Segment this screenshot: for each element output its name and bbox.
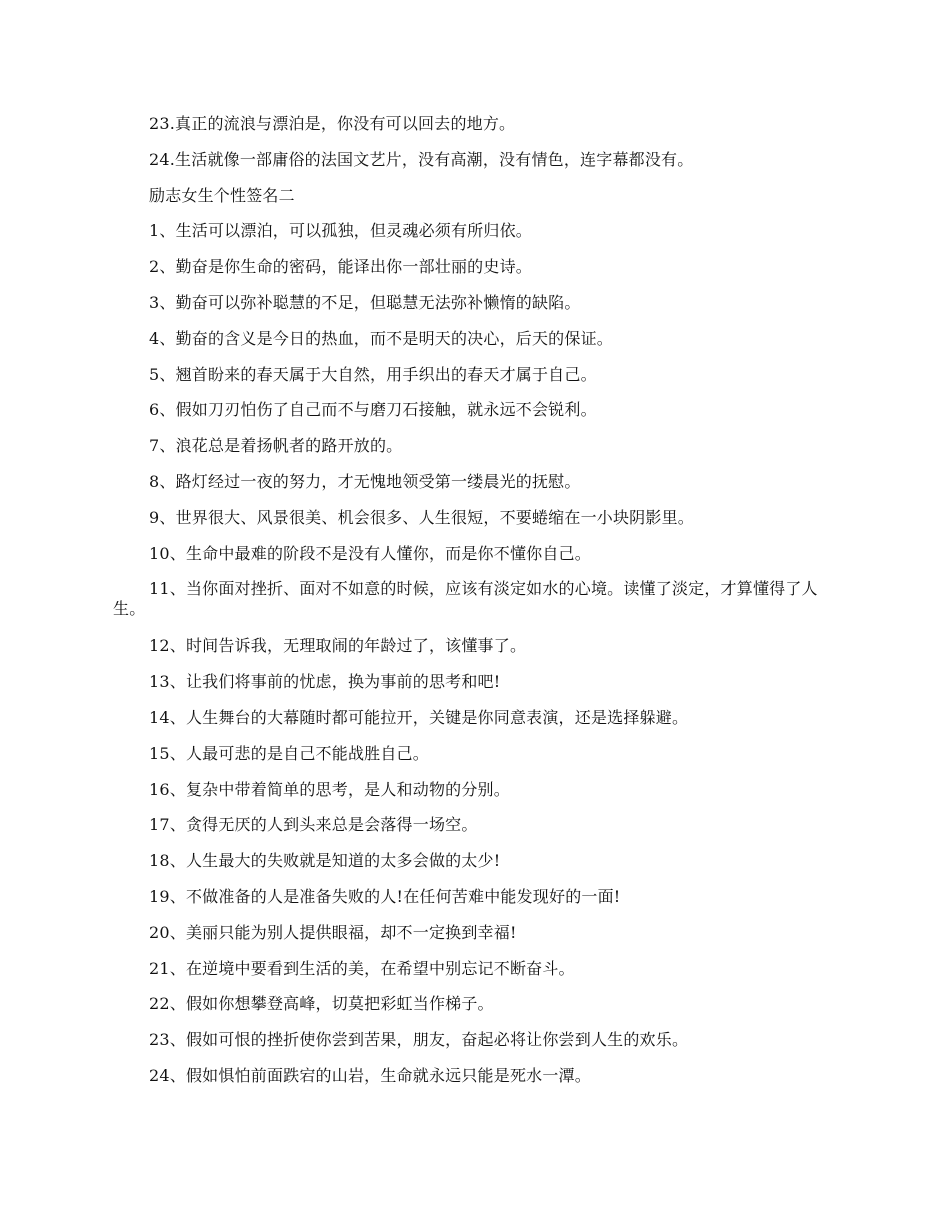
text-line: 24.生活就像一部庸俗的法国文艺片，没有高潮，没有情色，连字幕都没有。 [149,149,694,169]
list-item: 5、翘首盼来的春天属于大自然，用手织出的春天才属于自己。 [149,364,597,384]
list-item: 4、勤奋的含义是今日的热血，而不是明天的决心，后天的保证。 [149,328,613,348]
list-item: 23、假如可恨的挫折使你尝到苦果，朋友，奋起必将让你尝到人生的欢乐。 [149,1030,689,1050]
list-item: 3、勤奋可以弥补聪慧的不足，但聪慧无法弥补懒惰的缺陷。 [149,292,581,312]
list-item: 7、浪花总是着扬帆者的路开放的。 [149,436,403,456]
list-item: 8、路灯经过一夜的努力，才无愧地领受第一缕晨光的抚慰。 [149,471,581,491]
list-item: 11、当你面对挫折、面对不如意的时候，应该有淡定如水的心境。读懂了淡定，才算懂得了人生。 [113,579,818,619]
text-line: 23.真正的流浪与漂泊是，你没有可以回去的地方。 [149,114,516,133]
list-item: 10、生命中最难的阶段不是没有人懂你，而是你不懂你自己。 [149,543,591,563]
list-item: 6、假如刀刃怕伤了自己而不与磨刀石接触，就永远不会锐利。 [149,400,597,420]
list-item: 9、世界很大、风景很美、机会很多、人生很短，不要蜷缩在一小块阴影里。 [149,507,694,527]
list-item: 14、人生舞台的大幕随时都可能拉开，关键是你同意表演，还是选择躲避。 [149,707,689,727]
section-heading: 励志女生个性签名二 [149,185,295,205]
list-item: 16、复杂中带着简单的思考，是人和动物的分别。 [149,779,510,799]
list-item: 21、在逆境中要看到生活的美，在希望中别忘记不断奋斗。 [149,958,575,978]
list-item: 19、不做准备的人是准备失败的人!在任何苦难中能发现好的一面! [149,886,621,906]
list-item: 13、让我们将事前的忧虑，换为事前的思考和吧! [149,672,501,692]
list-item: 1、生活可以漂泊，可以孤独，但灵魂必须有所归依。 [149,221,532,241]
list-item: 24、假如惧怕前面跌宕的山岩，生命就永远只能是死水一潭。 [149,1065,591,1085]
list-item: 2、勤奋是你生命的密码，能译出你一部壮丽的史诗。 [149,257,532,277]
list-item: 12、时间告诉我，无理取闹的年龄过了，该懂事了。 [149,636,527,656]
list-item: 20、美丽只能为别人提供眼福，却不一定换到幸福! [149,922,517,942]
list-item: 15、人最可悲的是自己不能战胜自己。 [149,743,429,763]
list-item: 22、假如你想攀登高峰，切莫把彩虹当作梯子。 [149,994,494,1014]
list-item: 18、人生最大的失败就是知道的太多会做的太少! [149,851,501,871]
list-item: 17、贪得无厌的人到头来总是会落得一场空。 [149,815,478,835]
document-body [113,112,838,1100]
